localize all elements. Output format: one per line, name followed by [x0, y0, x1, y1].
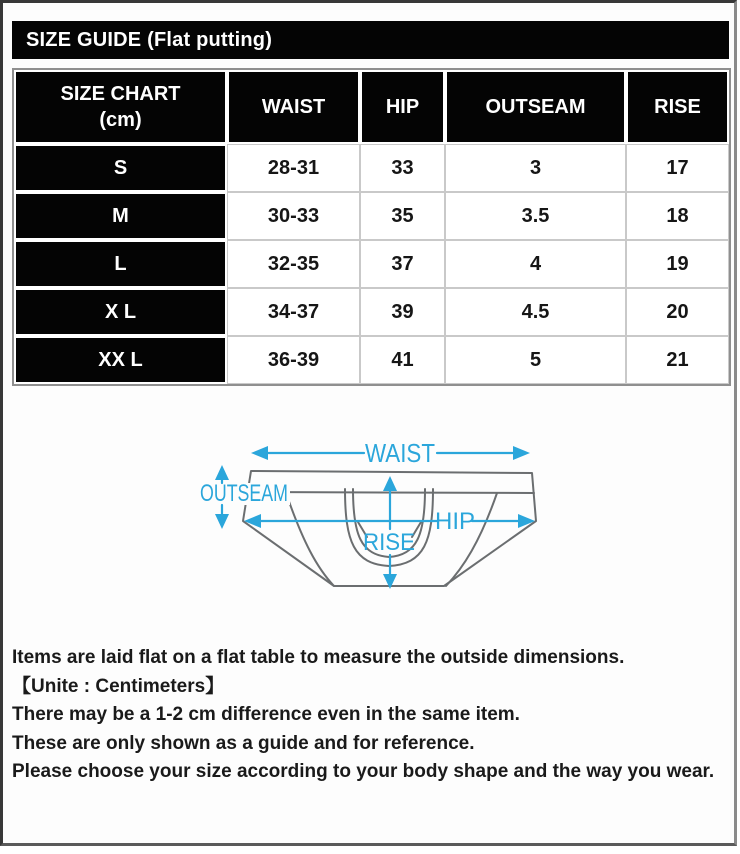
cell-hip: 41 [360, 336, 445, 384]
table-header-outseam: OUTSEAM [445, 70, 626, 144]
cell-waist: 34-37 [227, 288, 360, 336]
waist-label: WAIST [365, 438, 436, 468]
note-line: 【Unite : Centimeters】 [12, 675, 225, 697]
header-size-chart-line1: SIZE CHART [60, 83, 181, 105]
cell-waist: 32-35 [227, 240, 360, 288]
cell-rise: 17 [626, 144, 729, 192]
row-size-label: S [14, 144, 227, 192]
briefs-measurement-diagram [180, 420, 570, 635]
cell-rise: 20 [626, 288, 729, 336]
cell-outseam: 3.5 [445, 192, 626, 240]
note-line: Please choose your size according to your body shape and the way you wear. [12, 761, 715, 782]
table-header-rise: RISE [626, 70, 729, 144]
cell-hip: 33 [360, 144, 445, 192]
cell-outseam: 4 [445, 240, 626, 288]
cell-waist: 36-39 [227, 336, 360, 384]
notes-block [12, 644, 724, 787]
outseam-arrowhead-up [215, 465, 229, 480]
waist-arrowhead-right [513, 446, 530, 460]
cell-hip: 39 [360, 288, 445, 336]
cell-outseam: 4.5 [445, 288, 626, 336]
row-size-label: XX L [14, 336, 227, 384]
rise-arrowhead-up [383, 476, 397, 491]
outseam-arrowhead-down [215, 514, 229, 529]
note-line: Items are laid flat on a flat table to measure the outside dimensions. [12, 647, 625, 668]
cell-hip: 35 [360, 192, 445, 240]
cell-outseam: 3 [445, 144, 626, 192]
cell-rise: 21 [626, 336, 729, 384]
hip-arrowhead-right [518, 514, 535, 528]
cell-rise: 19 [626, 240, 729, 288]
cell-hip: 37 [360, 240, 445, 288]
note-line: There may be a 1-2 cm difference even in the same item. [12, 704, 520, 725]
waist-arrowhead-left [251, 446, 268, 460]
hip-label: HIP [435, 508, 475, 535]
hip-arrowhead-left [244, 514, 261, 528]
note-line: These are only shown as a guide and for reference. [12, 732, 475, 754]
row-size-label: M [14, 192, 227, 240]
size-guide-title: SIZE GUIDE (Flat putting) [12, 21, 729, 59]
row-size-label: L [14, 240, 227, 288]
header-size-chart-line2: (cm) [99, 109, 142, 131]
size-chart-table [12, 68, 731, 386]
table-header-size-chart [14, 70, 227, 144]
outseam-label: OUTSEAM [200, 480, 288, 507]
row-size-label: X L [14, 288, 227, 336]
cell-rise: 18 [626, 192, 729, 240]
cell-outseam: 5 [445, 336, 626, 384]
table-header-hip: HIP [360, 70, 445, 144]
cell-waist: 30-33 [227, 192, 360, 240]
cell-waist: 28-31 [227, 144, 360, 192]
rise-label: RISE [363, 529, 415, 556]
table-header-waist: WAIST [227, 70, 360, 144]
